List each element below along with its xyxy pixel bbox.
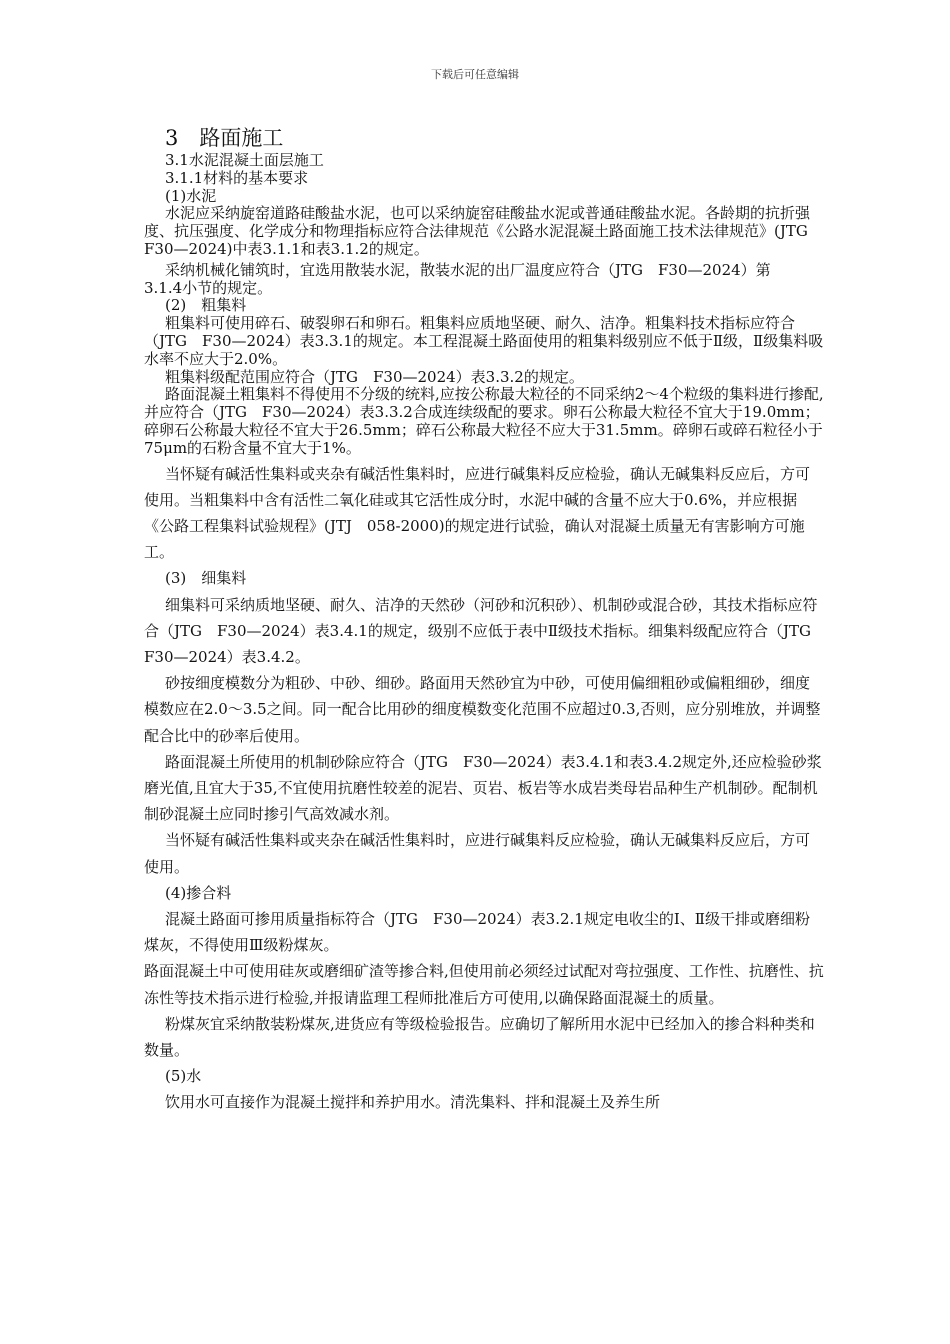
paragraph: 当怀疑有碱活性集料或夹杂在碱活性集料时，应进行碱集料反应检验，确认无碱集料反应后，方可使用。: [144, 831, 811, 876]
paragraph: 粗集料可使用碎石、破裂卵石和卵石。粗集料应质地坚硬、耐久、洁净。粗集料技术指标应符合（JTG F30—2024）表3.3.1的规定。本工程混凝土路面使用的粗集料级别应不低于Ⅱ级，Ⅱ级集料吸水率不应大于2.0%。: [144, 314, 824, 368]
subsection-heading: 3.1.1材料的基本要求: [165, 168, 309, 187]
item-heading-fine-aggregate: (3) 细集料: [165, 569, 247, 588]
paragraph: 路面混凝土所使用的机制砂除应符合（JTG F30—2024）表3.4.1和表3.4.2规定外,还应检验砂浆磨光值,且宜大于35,不宜使用抗磨性较差的泥岩、页岩、板岩等水成岩类母岩品种生产机制砂。配制机制砂混凝土应同时掺引气高效减水剂。: [144, 752, 822, 824]
paragraph: 饮用水可直接作为混凝土搅拌和养护用水。清洗集料、拌和混凝土及养生所: [165, 1093, 661, 1112]
paragraph: 粉煤灰宜采纳散装粉煤灰,进货应有等级检验报告。应确切了解所用水泥中已经加入的掺合料种类和数量。: [144, 1014, 815, 1060]
paragraph: 水泥应采纳旋窑道路硅酸盐水泥，也可以采纳旋窑硅酸盐水泥或普通硅酸盐水泥。各龄期的抗折强度、抗压强度、化学成分和物理指标应符合法律规范《公路水泥混凝土路面施工技术法律规范》(JTG F30—2024)中表3.1.1和表3.1.2的规定。: [144, 204, 823, 258]
chapter-title: 3 路面施工: [165, 126, 284, 150]
paragraph: 砂按细度模数分为粗砂、中砂、细砂。路面用天然砂宜为中砂，可使用偏细粗砂或偏粗细砂，细度模数应在2.0～3.5之间。同一配合比用砂的细度模数变化范围不应超过0.3,否则，应分别堆放，并调整配合比中的砂率后使用。: [144, 674, 821, 745]
paragraph: 混凝土路面可掺用质量指标符合（JTG F30—2024）表3.2.1规定电收尘的Ⅰ、Ⅱ级干排或磨细粉煤灰，不得使用Ⅲ级粉煤灰。: [144, 910, 810, 955]
page-header: 下载后可任意编辑: [431, 68, 519, 81]
section-heading: 3.1水泥混凝土面层施工: [165, 151, 324, 169]
item-heading-cement: (1)水泥: [165, 186, 217, 205]
paragraph: 采纳机械化铺筑时，宜选用散装水泥，散装水泥的出厂温度应符合（JTG F30—2024）第: [165, 260, 771, 279]
paragraph: 3.1.4小节的规定。: [144, 278, 273, 297]
paragraph: 当怀疑有碱活性集料或夹杂有碱活性集料时，应进行碱集料反应检验，确认无碱集料反应后，方可使用。当粗集料中含有活性二氧化硅或其它活性成分时，水泥中碱的含量不应大于0.6%，并应根据《公路工程集料试验规程》(JTJ 058-2000)的规定进行试验，确认对混凝土质量无有害影响方可施工。: [144, 464, 811, 562]
paragraph: 细集料可采纳质地坚硬、耐久、洁净的天然砂（河砂和沉积砂）、机制砂或混合砂，其技术指标应符合（JTG F30—2024）表3.4.1的规定，级别不应低于表中Ⅱ级技术指标。细集料级配应符合（JTG F30—2024）表3.4.2。: [144, 595, 827, 666]
paragraph: 粗集料级配范围应符合（JTG F30—2024）表3.3.2的规定。: [165, 367, 584, 386]
item-heading-admixture: (4)掺合料: [165, 883, 232, 902]
paragraph: 路面混凝土中可使用硅灰或磨细矿渣等掺合料,但使用前必须经过试配对弯拉强度、工作性、抗磨性、抗冻性等技术指示进行检验,并报请监理工程师批准后方可使用,以确保路面混凝土的质量。: [144, 962, 824, 1007]
document-body: [144, 124, 827, 1116]
item-heading-water: (5)水: [165, 1067, 202, 1086]
item-heading-coarse-aggregate: (2) 粗集料: [165, 296, 247, 315]
paragraph: 路面混凝土粗集料不得使用不分级的统料,应按公称最大粒径的不同采纳2～4个粒级的集料进行掺配,并应符合（JTG F30—2024）表3.3.2合成连续级配的要求。卵石公称最大粒径不宜大于19.0mm；碎卵石公称最大粒径不宜大于26.5mm；碎石公称最大粒径不应大于31.5mm。碎卵石或碎石粒径小于75μm的石粉含量不宜大于1%。: [144, 385, 824, 457]
